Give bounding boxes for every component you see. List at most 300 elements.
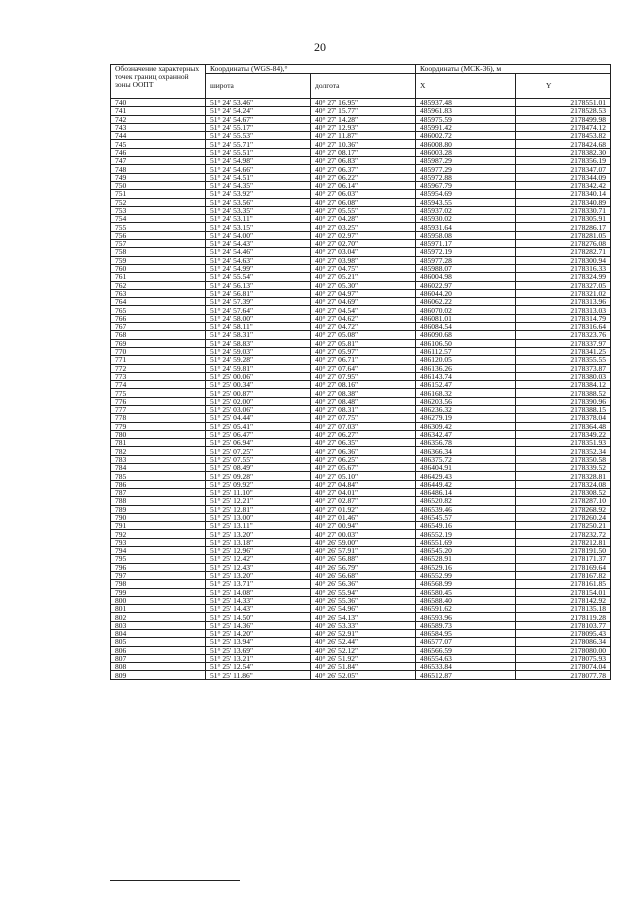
x-cell: 486062.22 <box>416 298 516 306</box>
y-cell: 2178314.79 <box>516 314 611 322</box>
latitude-cell: 51° 24' 58.11" <box>206 323 311 331</box>
longitude-cell: 40° 27' 06.08" <box>311 198 416 206</box>
longitude-cell: 40° 27' 02.87" <box>311 497 416 505</box>
y-cell: 2178340.14 <box>516 190 611 198</box>
y-cell: 2178355.55 <box>516 356 611 364</box>
point-id-cell: 784 <box>111 464 206 472</box>
latitude-cell: 51° 24' 59.03" <box>206 347 311 355</box>
table-row <box>111 215 611 223</box>
point-id-cell: 775 <box>111 389 206 397</box>
point-id-cell: 748 <box>111 165 206 173</box>
x-cell: 486545.57 <box>416 513 516 521</box>
x-cell: 485975.59 <box>416 115 516 123</box>
y-cell: 2178339.52 <box>516 464 611 472</box>
x-cell: 486528.91 <box>416 555 516 563</box>
y-cell: 2178191.50 <box>516 547 611 555</box>
y-cell: 2178232.72 <box>516 530 611 538</box>
latitude-cell: 51° 24' 58.31" <box>206 331 311 339</box>
longitude-cell: 40° 27' 04.01" <box>311 488 416 496</box>
wgs-header: Координаты (WGS-84),° <box>206 65 416 74</box>
point-id-cell: 776 <box>111 397 206 405</box>
latitude-cell: 51° 24' 55.54" <box>206 273 311 281</box>
longitude-cell: 40° 27' 02.70" <box>311 240 416 248</box>
latitude-cell: 51° 25' 13.00" <box>206 513 311 521</box>
longitude-cell: 40° 27' 10.36" <box>311 140 416 148</box>
point-id-cell: 753 <box>111 206 206 214</box>
table-row <box>111 132 611 140</box>
point-id-cell: 768 <box>111 331 206 339</box>
longitude-cell: 40° 26' 56.36" <box>311 580 416 588</box>
longitude-cell: 40° 26' 55.36" <box>311 596 416 604</box>
longitude-cell: 40° 27' 05.10" <box>311 472 416 480</box>
table-row <box>111 497 611 505</box>
latitude-cell: 51° 25' 14.20" <box>206 630 311 638</box>
table-row <box>111 123 611 131</box>
y-cell: 2178351.93 <box>516 439 611 447</box>
latitude-cell: 51° 24' 55.17" <box>206 123 311 131</box>
coordinates-table <box>110 64 611 680</box>
longitude-cell: 40° 27' 03.04" <box>311 248 416 256</box>
x-cell: 486366.34 <box>416 447 516 455</box>
table-row <box>111 306 611 314</box>
y-cell: 2178313.96 <box>516 298 611 306</box>
x-cell: 486568.99 <box>416 580 516 588</box>
longitude-cell: 40° 27' 04.54" <box>311 306 416 314</box>
table-row <box>111 613 611 621</box>
latitude-cell: 51° 25' 06.94" <box>206 439 311 447</box>
y-cell: 2178424.68 <box>516 140 611 148</box>
y-cell: 2178142.92 <box>516 596 611 604</box>
point-id-cell: 789 <box>111 505 206 513</box>
table-row <box>111 372 611 380</box>
y-cell: 2178378.04 <box>516 414 611 422</box>
longitude-cell: 40° 27' 12.93" <box>311 123 416 131</box>
x-cell: 486342.47 <box>416 430 516 438</box>
y-cell: 2178080.00 <box>516 646 611 654</box>
table-row <box>111 646 611 654</box>
x-cell: 486591.62 <box>416 605 516 613</box>
latitude-cell: 51° 25' 12.96" <box>206 547 311 555</box>
longitude-cell: 40° 27' 05.08" <box>311 331 416 339</box>
longitude-cell: 40° 27' 03.98" <box>311 256 416 264</box>
latitude-cell: 51° 25' 12.43" <box>206 563 311 571</box>
x-cell: 486168.32 <box>416 389 516 397</box>
point-id-cell: 795 <box>111 555 206 563</box>
table-row <box>111 505 611 513</box>
latitude-cell: 51° 25' 13.94" <box>206 638 311 646</box>
table-row <box>111 198 611 206</box>
table-row <box>111 480 611 488</box>
longitude-cell: 40° 27' 04.28" <box>311 215 416 223</box>
table-row <box>111 181 611 189</box>
table-row <box>111 663 611 671</box>
longitude-cell: 40° 27' 04.62" <box>311 314 416 322</box>
table-row <box>111 538 611 546</box>
latitude-cell: 51° 24' 57.64" <box>206 306 311 314</box>
point-id-cell: 796 <box>111 563 206 571</box>
latitude-cell: 51° 25' 07.25" <box>206 447 311 455</box>
latitude-cell: 51° 25' 13.20" <box>206 530 311 538</box>
y-cell: 2178528.53 <box>516 107 611 115</box>
latitude-cell: 51° 24' 54.66" <box>206 165 311 173</box>
latitude-cell: 51° 24' 53.46" <box>206 99 311 107</box>
x-cell: 486404.91 <box>416 464 516 472</box>
table-row <box>111 455 611 463</box>
longitude-cell: 40° 27' 06.35" <box>311 439 416 447</box>
y-cell: 2178316.33 <box>516 264 611 272</box>
longitude-cell: 40° 27' 06.71" <box>311 356 416 364</box>
point-id-cell: 755 <box>111 223 206 231</box>
msk-header: Координаты (МСК-36), м <box>416 65 611 74</box>
point-id-cell: 780 <box>111 430 206 438</box>
table-row <box>111 588 611 596</box>
y-cell: 2178281.05 <box>516 231 611 239</box>
longitude-cell: 40° 27' 06.14" <box>311 181 416 189</box>
point-id-cell: 749 <box>111 173 206 181</box>
y-cell: 2178313.03 <box>516 306 611 314</box>
point-id-cell: 779 <box>111 422 206 430</box>
y-cell: 2178388.15 <box>516 405 611 413</box>
table-row <box>111 621 611 629</box>
longitude-cell: 40° 27' 04.84" <box>311 480 416 488</box>
table-row <box>111 165 611 173</box>
longitude-cell: 40° 27' 16.95" <box>311 99 416 107</box>
point-id-cell: 799 <box>111 588 206 596</box>
y-cell: 2178075.93 <box>516 654 611 662</box>
table-row <box>111 671 611 679</box>
latitude-cell: 51° 25' 11.86" <box>206 671 311 679</box>
y-cell: 2178324.08 <box>516 480 611 488</box>
point-id-cell: 757 <box>111 240 206 248</box>
y-cell: 2178390.96 <box>516 397 611 405</box>
point-id-cell: 741 <box>111 107 206 115</box>
y-cell: 2178350.58 <box>516 455 611 463</box>
longitude-cell: 40° 27' 11.87" <box>311 132 416 140</box>
latitude-cell: 51° 25' 06.47" <box>206 430 311 438</box>
x-cell: 486003.28 <box>416 148 516 156</box>
longitude-cell: 40° 26' 57.91" <box>311 547 416 555</box>
latitude-cell: 51° 24' 54.98" <box>206 157 311 165</box>
y-cell: 2178388.52 <box>516 389 611 397</box>
point-id-cell: 742 <box>111 115 206 123</box>
y-cell: 2178551.01 <box>516 99 611 107</box>
table-row <box>111 314 611 322</box>
table-row <box>111 298 611 306</box>
latitude-cell: 51° 25' 14.36" <box>206 621 311 629</box>
x-cell: 486279.19 <box>416 414 516 422</box>
latitude-cell: 51° 25' 14.50" <box>206 613 311 621</box>
longitude-cell: 40° 27' 06.03" <box>311 190 416 198</box>
y-cell: 2178286.17 <box>516 223 611 231</box>
longitude-cell: 40° 26' 56.88" <box>311 555 416 563</box>
x-cell: 486545.20 <box>416 547 516 555</box>
footnote-divider <box>110 880 240 881</box>
y-cell: 2178349.22 <box>516 430 611 438</box>
table-row <box>111 522 611 530</box>
table-header <box>111 65 611 99</box>
point-id-cell: 770 <box>111 347 206 355</box>
table-row <box>111 397 611 405</box>
point-id-cell: 800 <box>111 596 206 604</box>
latitude-cell: 51° 24' 57.39" <box>206 298 311 306</box>
x-cell: 485958.08 <box>416 231 516 239</box>
y-cell: 2178250.21 <box>516 522 611 530</box>
x-cell: 486309.42 <box>416 422 516 430</box>
x-cell: 485972.88 <box>416 173 516 181</box>
longitude-cell: 40° 27' 06.37" <box>311 165 416 173</box>
point-id-cell: 790 <box>111 513 206 521</box>
longitude-cell: 40° 27' 08.31" <box>311 405 416 413</box>
x-cell: 485991.42 <box>416 123 516 131</box>
latitude-cell: 51° 25' 13.21" <box>206 654 311 662</box>
y-cell: 2178077.78 <box>516 671 611 679</box>
x-cell: 486549.16 <box>416 522 516 530</box>
x-cell: 486566.59 <box>416 646 516 654</box>
latitude-cell: 51° 25' 12.81" <box>206 505 311 513</box>
point-id-cell: 744 <box>111 132 206 140</box>
x-cell: 486529.16 <box>416 563 516 571</box>
y-cell: 2178103.77 <box>516 621 611 629</box>
point-id-cell: 759 <box>111 256 206 264</box>
y-cell: 2178330.71 <box>516 206 611 214</box>
table-row <box>111 107 611 115</box>
point-id-cell: 745 <box>111 140 206 148</box>
table-row <box>111 148 611 156</box>
table-row <box>111 323 611 331</box>
latitude-cell: 51° 25' 13.71" <box>206 580 311 588</box>
latitude-header: широта <box>206 74 311 99</box>
y-cell: 2178499.98 <box>516 115 611 123</box>
x-cell: 485943.55 <box>416 198 516 206</box>
longitude-cell: 40° 26' 59.00" <box>311 538 416 546</box>
y-header: Y <box>516 74 611 99</box>
table-row <box>111 414 611 422</box>
y-cell: 2178171.37 <box>516 555 611 563</box>
point-id-cell: 763 <box>111 289 206 297</box>
x-cell: 485972.19 <box>416 248 516 256</box>
x-cell: 486520.82 <box>416 497 516 505</box>
point-id-cell: 782 <box>111 447 206 455</box>
table-row <box>111 356 611 364</box>
x-cell: 485961.83 <box>416 107 516 115</box>
latitude-cell: 51° 24' 54.46" <box>206 248 311 256</box>
x-cell: 486551.69 <box>416 538 516 546</box>
y-cell: 2178364.48 <box>516 422 611 430</box>
latitude-cell: 51° 24' 59.81" <box>206 364 311 372</box>
table-row <box>111 654 611 662</box>
latitude-cell: 51° 24' 59.28" <box>206 356 311 364</box>
longitude-cell: 40° 27' 08.17" <box>311 148 416 156</box>
x-cell: 486002.72 <box>416 132 516 140</box>
x-cell: 486120.05 <box>416 356 516 364</box>
y-cell: 2178260.24 <box>516 513 611 521</box>
y-cell: 2178380.03 <box>516 372 611 380</box>
y-cell: 2178327.05 <box>516 281 611 289</box>
y-cell: 2178453.82 <box>516 132 611 140</box>
point-id-cell: 747 <box>111 157 206 165</box>
x-cell: 486533.84 <box>416 663 516 671</box>
point-id-cell: 772 <box>111 364 206 372</box>
table-row <box>111 464 611 472</box>
point-id-cell: 806 <box>111 646 206 654</box>
longitude-cell: 40° 27' 05.97" <box>311 347 416 355</box>
table-row <box>111 389 611 397</box>
y-cell: 2178316.64 <box>516 323 611 331</box>
longitude-cell: 40° 27' 04.97" <box>311 289 416 297</box>
longitude-cell: 40° 27' 05.30" <box>311 281 416 289</box>
y-cell: 2178382.30 <box>516 148 611 156</box>
y-cell: 2178347.07 <box>516 165 611 173</box>
x-cell: 486356.78 <box>416 439 516 447</box>
point-id-cell: 808 <box>111 663 206 671</box>
table-row <box>111 638 611 646</box>
y-cell: 2178300.94 <box>516 256 611 264</box>
longitude-cell: 40° 26' 52.91" <box>311 630 416 638</box>
latitude-cell: 51° 24' 54.00" <box>206 231 311 239</box>
x-cell: 485971.17 <box>416 240 516 248</box>
longitude-cell: 40° 27' 14.28" <box>311 115 416 123</box>
latitude-cell: 51° 25' 13.20" <box>206 571 311 579</box>
table-row <box>111 488 611 496</box>
y-cell: 2178323.76 <box>516 331 611 339</box>
latitude-cell: 51° 25' 03.06" <box>206 405 311 413</box>
point-id-cell: 758 <box>111 248 206 256</box>
x-cell: 486022.97 <box>416 281 516 289</box>
table-row <box>111 571 611 579</box>
y-cell: 2178167.82 <box>516 571 611 579</box>
latitude-cell: 51° 25' 08.49" <box>206 464 311 472</box>
table-row <box>111 281 611 289</box>
y-cell: 2178154.01 <box>516 588 611 596</box>
point-id-cell: 809 <box>111 671 206 679</box>
table-row <box>111 206 611 214</box>
longitude-cell: 40° 26' 54.13" <box>311 613 416 621</box>
table-row <box>111 513 611 521</box>
point-id-cell: 798 <box>111 580 206 588</box>
point-id-cell: 802 <box>111 613 206 621</box>
x-cell: 485930.02 <box>416 215 516 223</box>
point-id-cell: 793 <box>111 538 206 546</box>
y-cell: 2178341.25 <box>516 347 611 355</box>
y-cell: 2178352.34 <box>516 447 611 455</box>
table-row <box>111 630 611 638</box>
point-id-cell: 777 <box>111 405 206 413</box>
longitude-cell: 40° 27' 01.46" <box>311 513 416 521</box>
point-id-cell: 785 <box>111 472 206 480</box>
longitude-cell: 40° 27' 08.38" <box>311 389 416 397</box>
longitude-cell: 40° 27' 07.64" <box>311 364 416 372</box>
point-id-cell: 807 <box>111 654 206 662</box>
latitude-cell: 51° 25' 12.21" <box>206 497 311 505</box>
table-row <box>111 530 611 538</box>
longitude-cell: 40° 27' 06.25" <box>311 455 416 463</box>
table-row <box>111 339 611 347</box>
y-cell: 2178074.04 <box>516 663 611 671</box>
point-id-cell: 764 <box>111 298 206 306</box>
table-row <box>111 157 611 165</box>
point-id-cell: 778 <box>111 414 206 422</box>
latitude-cell: 51° 25' 12.54" <box>206 663 311 671</box>
y-cell: 2178119.28 <box>516 613 611 621</box>
x-cell: 486236.32 <box>416 405 516 413</box>
y-cell: 2178384.12 <box>516 381 611 389</box>
point-id-cell: 786 <box>111 480 206 488</box>
latitude-cell: 51° 25' 02.00" <box>206 397 311 405</box>
longitude-cell: 40° 27' 04.69" <box>311 298 416 306</box>
y-cell: 2178268.92 <box>516 505 611 513</box>
x-cell: 486577.07 <box>416 638 516 646</box>
y-cell: 2178373.87 <box>516 364 611 372</box>
x-cell: 486090.68 <box>416 331 516 339</box>
x-header: X <box>416 74 516 99</box>
longitude-cell: 40° 26' 55.94" <box>311 588 416 596</box>
x-cell: 486486.14 <box>416 488 516 496</box>
latitude-cell: 51° 25' 14.43" <box>206 605 311 613</box>
y-cell: 2178324.99 <box>516 273 611 281</box>
table-row <box>111 273 611 281</box>
x-cell: 486070.02 <box>416 306 516 314</box>
latitude-cell: 51° 24' 55.53" <box>206 132 311 140</box>
latitude-cell: 51° 25' 14.33" <box>206 596 311 604</box>
x-cell: 486539.46 <box>416 505 516 513</box>
longitude-cell: 40° 26' 53.33" <box>311 621 416 629</box>
x-cell: 486143.74 <box>416 372 516 380</box>
latitude-cell: 51° 25' 11.10" <box>206 488 311 496</box>
latitude-cell: 51° 24' 54.24" <box>206 107 311 115</box>
longitude-cell: 40° 27' 04.75" <box>311 264 416 272</box>
latitude-cell: 51° 24' 54.99" <box>206 264 311 272</box>
longitude-cell: 40° 27' 02.97" <box>311 231 416 239</box>
point-id-cell: 787 <box>111 488 206 496</box>
longitude-cell: 40° 27' 06.27" <box>311 430 416 438</box>
latitude-cell: 51° 24' 54.35" <box>206 181 311 189</box>
x-cell: 486106.50 <box>416 339 516 347</box>
point-id-cell: 797 <box>111 571 206 579</box>
y-cell: 2178161.85 <box>516 580 611 588</box>
x-cell: 485987.29 <box>416 157 516 165</box>
latitude-cell: 51° 25' 07.55" <box>206 455 311 463</box>
longitude-cell: 40° 26' 56.79" <box>311 563 416 571</box>
x-cell: 486512.87 <box>416 671 516 679</box>
latitude-cell: 51° 25' 00.06" <box>206 372 311 380</box>
latitude-cell: 51° 24' 58.00" <box>206 314 311 322</box>
longitude-cell: 40° 27' 00.03" <box>311 530 416 538</box>
longitude-cell: 40° 27' 03.25" <box>311 223 416 231</box>
table-row <box>111 248 611 256</box>
latitude-cell: 51° 24' 53.11" <box>206 215 311 223</box>
page-number: 20 <box>314 40 326 54</box>
y-cell: 2178356.19 <box>516 157 611 165</box>
table-row <box>111 347 611 355</box>
longitude-header: долгота <box>311 74 416 99</box>
table-row <box>111 173 611 181</box>
x-cell: 485931.64 <box>416 223 516 231</box>
x-cell: 485954.69 <box>416 190 516 198</box>
latitude-cell: 51° 24' 54.67" <box>206 115 311 123</box>
table-row <box>111 580 611 588</box>
y-cell: 2178287.10 <box>516 497 611 505</box>
longitude-cell: 40° 27' 15.77" <box>311 107 416 115</box>
table-row <box>111 331 611 339</box>
x-cell: 486375.72 <box>416 455 516 463</box>
y-cell: 2178282.71 <box>516 248 611 256</box>
latitude-cell: 51° 24' 53.56" <box>206 198 311 206</box>
longitude-cell: 40° 27' 06.83" <box>311 157 416 165</box>
latitude-cell: 51° 25' 13.69" <box>206 646 311 654</box>
table-row <box>111 555 611 563</box>
table-row <box>111 381 611 389</box>
table-row <box>111 364 611 372</box>
